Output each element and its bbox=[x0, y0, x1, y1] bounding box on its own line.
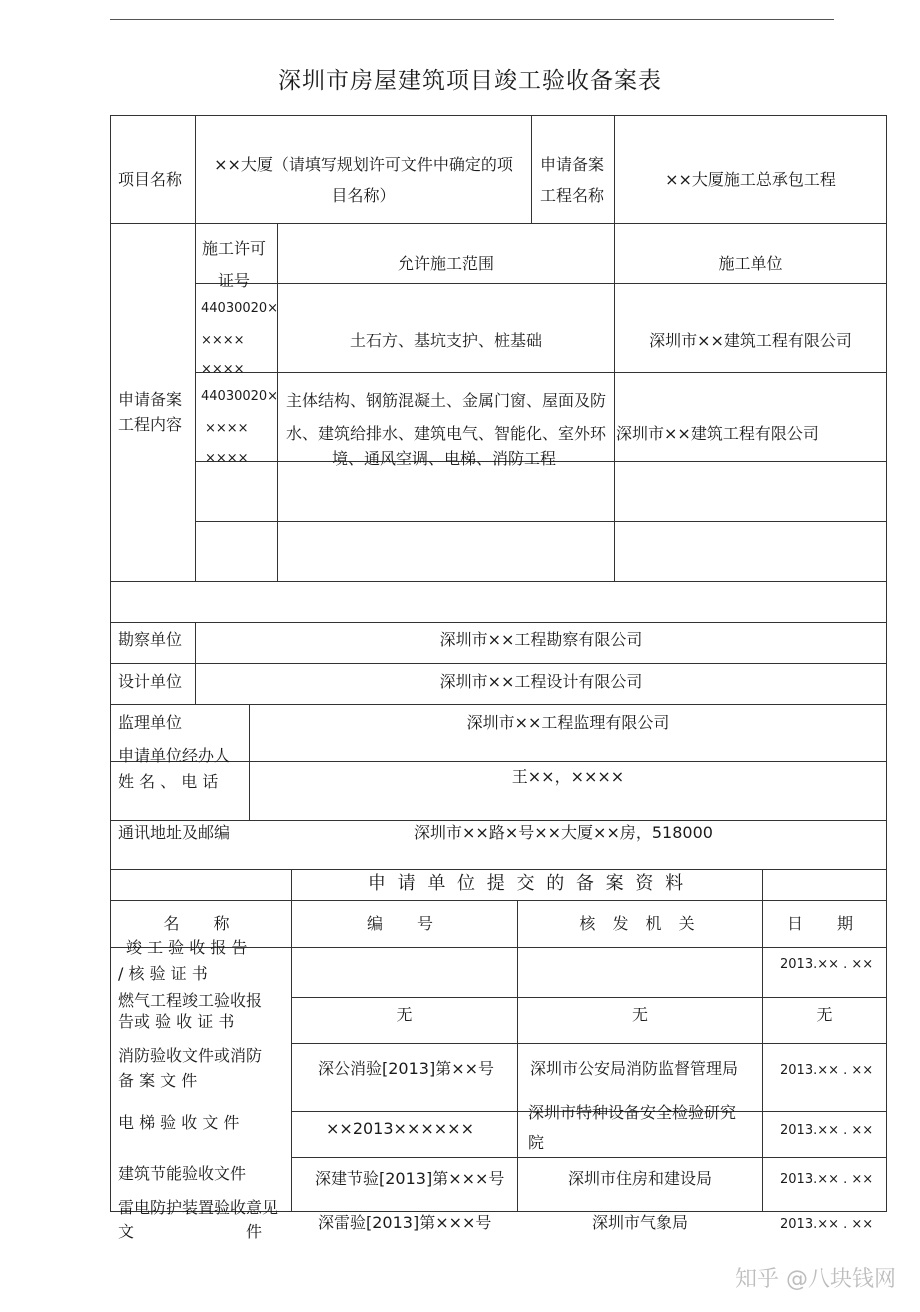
apply-project-value: ××大厦施工总承包工程 bbox=[665, 170, 836, 189]
col-number-header: 编 号 bbox=[366, 914, 442, 933]
unit-value: 深圳市××建筑工程有限公司 bbox=[649, 331, 852, 350]
content-label: 申请备案 bbox=[118, 390, 183, 409]
doc-date: 2013.×× . ×× bbox=[780, 1063, 874, 1078]
permit-number-cont: ×××× bbox=[205, 421, 249, 436]
design-label: 设计单位 bbox=[118, 672, 183, 691]
apply-project-label: 申请备案 bbox=[540, 155, 605, 174]
col-issuer-header: 核 发 机 关 bbox=[579, 914, 701, 933]
permit-number-cont: ×××× bbox=[201, 362, 245, 377]
agent-label: 申请单位经办人 bbox=[118, 746, 231, 765]
col-name-header: 名 称 bbox=[163, 914, 239, 933]
col-date-header: 日 期 bbox=[786, 914, 862, 933]
doc-date: 2013.×× . ×× bbox=[780, 1172, 874, 1187]
address-label: 通讯地址及邮编 bbox=[118, 823, 231, 842]
doc-name: 燃气工程竣工验收报 bbox=[118, 991, 263, 1010]
scope-value: 土石方、基坑支护、桩基础 bbox=[349, 331, 542, 350]
doc-issuer: 无 bbox=[631, 1005, 648, 1024]
doc-name-cont: / 核 验 证 书 bbox=[118, 964, 208, 983]
unit-header: 施工单位 bbox=[718, 254, 783, 273]
scope-value-cont: 水、建筑给排水、建筑电气、智能化、室外环 bbox=[286, 424, 607, 443]
doc-issuer: 深圳市特种设备安全检验研究 bbox=[528, 1103, 737, 1122]
doc-date: 2013.×× . ×× bbox=[780, 957, 874, 972]
watermark: 知乎 @八块钱网 bbox=[735, 1267, 896, 1292]
design-value: 深圳市××工程设计有限公司 bbox=[439, 672, 643, 691]
doc-name: 电 梯 验 收 文 件 bbox=[118, 1113, 240, 1132]
doc-date: 2013.×× . ×× bbox=[780, 1217, 874, 1232]
permit-number: 44030020× bbox=[201, 301, 279, 316]
agent-value: 王××，×××× bbox=[511, 767, 625, 786]
scope-header: 允许施工范围 bbox=[397, 254, 494, 273]
scope-value: 主体结构、钢筋混凝土、金属门窗、屋面及防 bbox=[286, 391, 607, 410]
project-name-value-cont: 目名称） bbox=[331, 186, 396, 205]
doc-name: 竣 工 验 收 报 告 bbox=[126, 938, 248, 957]
doc-issuer: 深圳市住房和建设局 bbox=[567, 1169, 712, 1188]
doc-issuer: 深圳市气象局 bbox=[591, 1213, 688, 1232]
survey-value: 深圳市××工程勘察有限公司 bbox=[439, 630, 643, 649]
header-rule bbox=[110, 19, 834, 20]
content-label-cont: 工程内容 bbox=[118, 415, 183, 434]
permit-header: 施工许可 bbox=[202, 239, 267, 258]
permit-number: 44030020× bbox=[201, 389, 279, 404]
project-name-value: ××大厦（请填写规划许可文件中确定的项 bbox=[214, 155, 513, 174]
doc-date: 2013.×× . ×× bbox=[780, 1123, 874, 1138]
doc-number: 无 bbox=[396, 1005, 413, 1024]
documents-section-title: 申 请 单 位 提 交 的 备 案 资 料 bbox=[367, 873, 687, 894]
project-name-label: 项目名称 bbox=[118, 170, 183, 189]
doc-issuer: 深圳市公安局消防监督管理局 bbox=[530, 1059, 739, 1078]
supervision-value: 深圳市××工程监理有限公司 bbox=[466, 713, 670, 732]
permit-header-cont: 证号 bbox=[218, 271, 251, 290]
doc-date: 无 bbox=[816, 1005, 833, 1024]
supervision-label: 监理单位 bbox=[118, 713, 183, 732]
doc-number: ××2013×××××× bbox=[326, 1119, 474, 1138]
doc-number: 深建节验[2013]第×××号 bbox=[315, 1169, 505, 1188]
permit-number-cont: ×××× bbox=[205, 451, 249, 466]
doc-number: 深公消验[2013]第××号 bbox=[318, 1059, 495, 1078]
page-title: 深圳市房屋建筑项目竣工验收备案表 bbox=[278, 68, 662, 94]
doc-name-cont: 文 件 bbox=[118, 1222, 263, 1241]
address-value: 深圳市××路×号××大厦××房，518000 bbox=[414, 823, 713, 842]
agent-label-cont: 姓 名 、 电 话 bbox=[118, 772, 219, 791]
doc-name: 雷电防护装置验收意见 bbox=[118, 1198, 279, 1217]
survey-label: 勘察单位 bbox=[118, 630, 183, 649]
apply-project-label-cont: 工程名称 bbox=[540, 186, 605, 205]
doc-name-cont: 备 案 文 件 bbox=[118, 1071, 198, 1090]
scope-value-cont: 境、通风空调、电梯、消防工程 bbox=[332, 449, 557, 468]
doc-name: 消防验收文件或消防 bbox=[118, 1046, 263, 1065]
doc-issuer-cont: 院 bbox=[528, 1133, 545, 1152]
permit-number-cont: ×××× bbox=[201, 333, 245, 348]
doc-name: 建筑节能验收文件 bbox=[118, 1164, 247, 1183]
doc-name-cont: 告或 验 收 证 书 bbox=[118, 1012, 235, 1031]
doc-number: 深雷验[2013]第×××号 bbox=[318, 1213, 492, 1232]
unit-value: 深圳市××建筑工程有限公司 bbox=[616, 424, 819, 443]
